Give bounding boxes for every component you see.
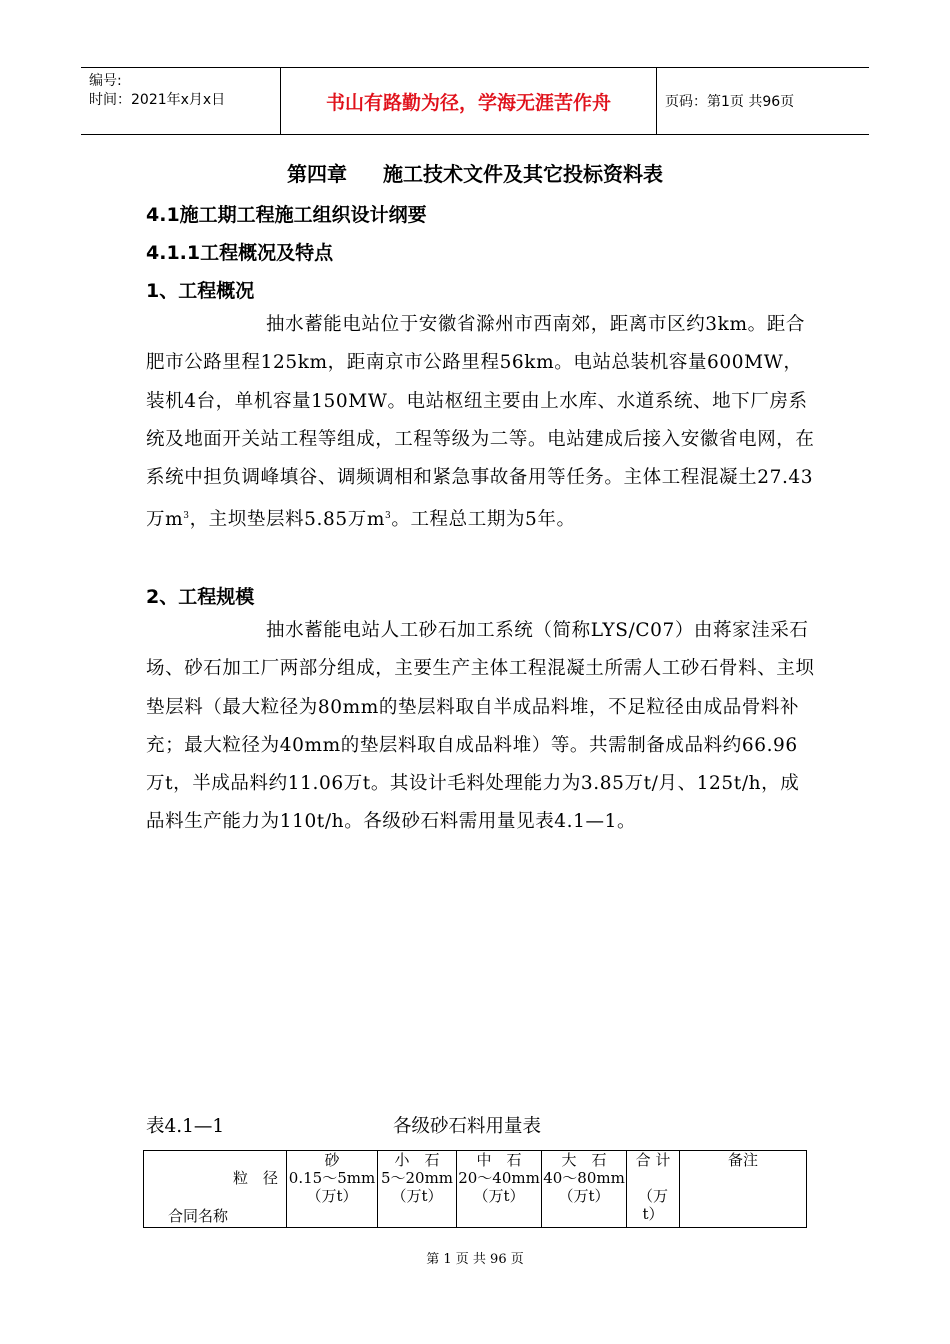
header-motto: 书山有路勤为径，学海无涯苦作舟	[281, 68, 657, 134]
date-label: 时间：2021年x月x日	[89, 92, 226, 108]
number-label: 编号:	[89, 73, 122, 89]
header-contract-name: 合同名称	[168, 1207, 229, 1225]
chapter-title	[0, 158, 950, 187]
table-title: 各级砂石料用量表	[393, 1116, 542, 1137]
section-heading-4-1-1: 4.1.1工程概况及特点	[146, 242, 334, 264]
header-remark: 备注	[680, 1151, 807, 1228]
chapter-number: 第四章	[287, 162, 347, 186]
table-header-row	[144, 1151, 807, 1228]
header-meta	[81, 68, 281, 134]
page-footer: 第 1 页 共 96 页	[426, 1252, 524, 1267]
page-header	[81, 67, 869, 135]
header-large-stone: 大 石 40～80mm （万t）	[542, 1151, 627, 1228]
materials-table	[143, 1150, 807, 1228]
chapter-name: 施工技术文件及其它投标资料表	[383, 162, 663, 186]
header-diagonal-cell	[144, 1151, 287, 1228]
paragraph-overview: 抽水蓄能电站位于安徽省滁州市西南郊，距离市区约3km。距合肥市公路里程125km，距南京市公路里程56km。电站总装机容量600MW，装机4台，单机容量150MW。电站枢纽主要由上水库、水道系统、地下厂房系统及地面开关站工程等组成，工程等级为二等。电站建成后接入安徽省电网，在系统中担负调峰填谷、调频调相和紧急事故备用等任务。主体工程混凝土27.43万$m^3$，主坝垫层料5.85万$m^3$。工程总工期为5年。	[146, 314, 815, 531]
paragraph-scale: 抽水蓄能电站人工砂石加工系统（简称LYS/C07）由蒋家洼采石场、砂石加工厂两部分组成，主要生产主体工程混凝土所需人工砂石骨料、主坝垫层料（最大粒径为80mm的垫层料取自半成品料堆，不足粒径由成品骨料补充；最大粒径为40mm的垫层料取自成品料堆）等。共需制备成品料约66.96万t，半成品料约11.06万t。其设计毛料处理能力为3.85万t/月、125t/h，成品料生产能力为110t/h。各级砂石料需用量见表4.1—1。	[146, 620, 815, 833]
header-particle-size: 粒 径	[232, 1169, 278, 1187]
header-sand: 砂 0.15～5mm （万t）	[287, 1151, 378, 1228]
table-number: 表4.1—1	[146, 1116, 225, 1137]
header-total: 合 计 （万 t）	[627, 1151, 680, 1228]
header-page-info: 页码：第1页 共96页	[665, 94, 795, 110]
header-small-stone: 小 石 5～20mm （万t）	[378, 1151, 457, 1228]
table-caption	[146, 1112, 542, 1138]
subheading-scale: 2、工程规模	[146, 586, 255, 608]
header-medium-stone: 中 石 20～40mm （万t）	[457, 1151, 542, 1228]
section-heading-4-1: 4.1施工期工程施工组织设计纲要	[146, 204, 427, 226]
subheading-overview: 1、工程概况	[146, 280, 255, 302]
